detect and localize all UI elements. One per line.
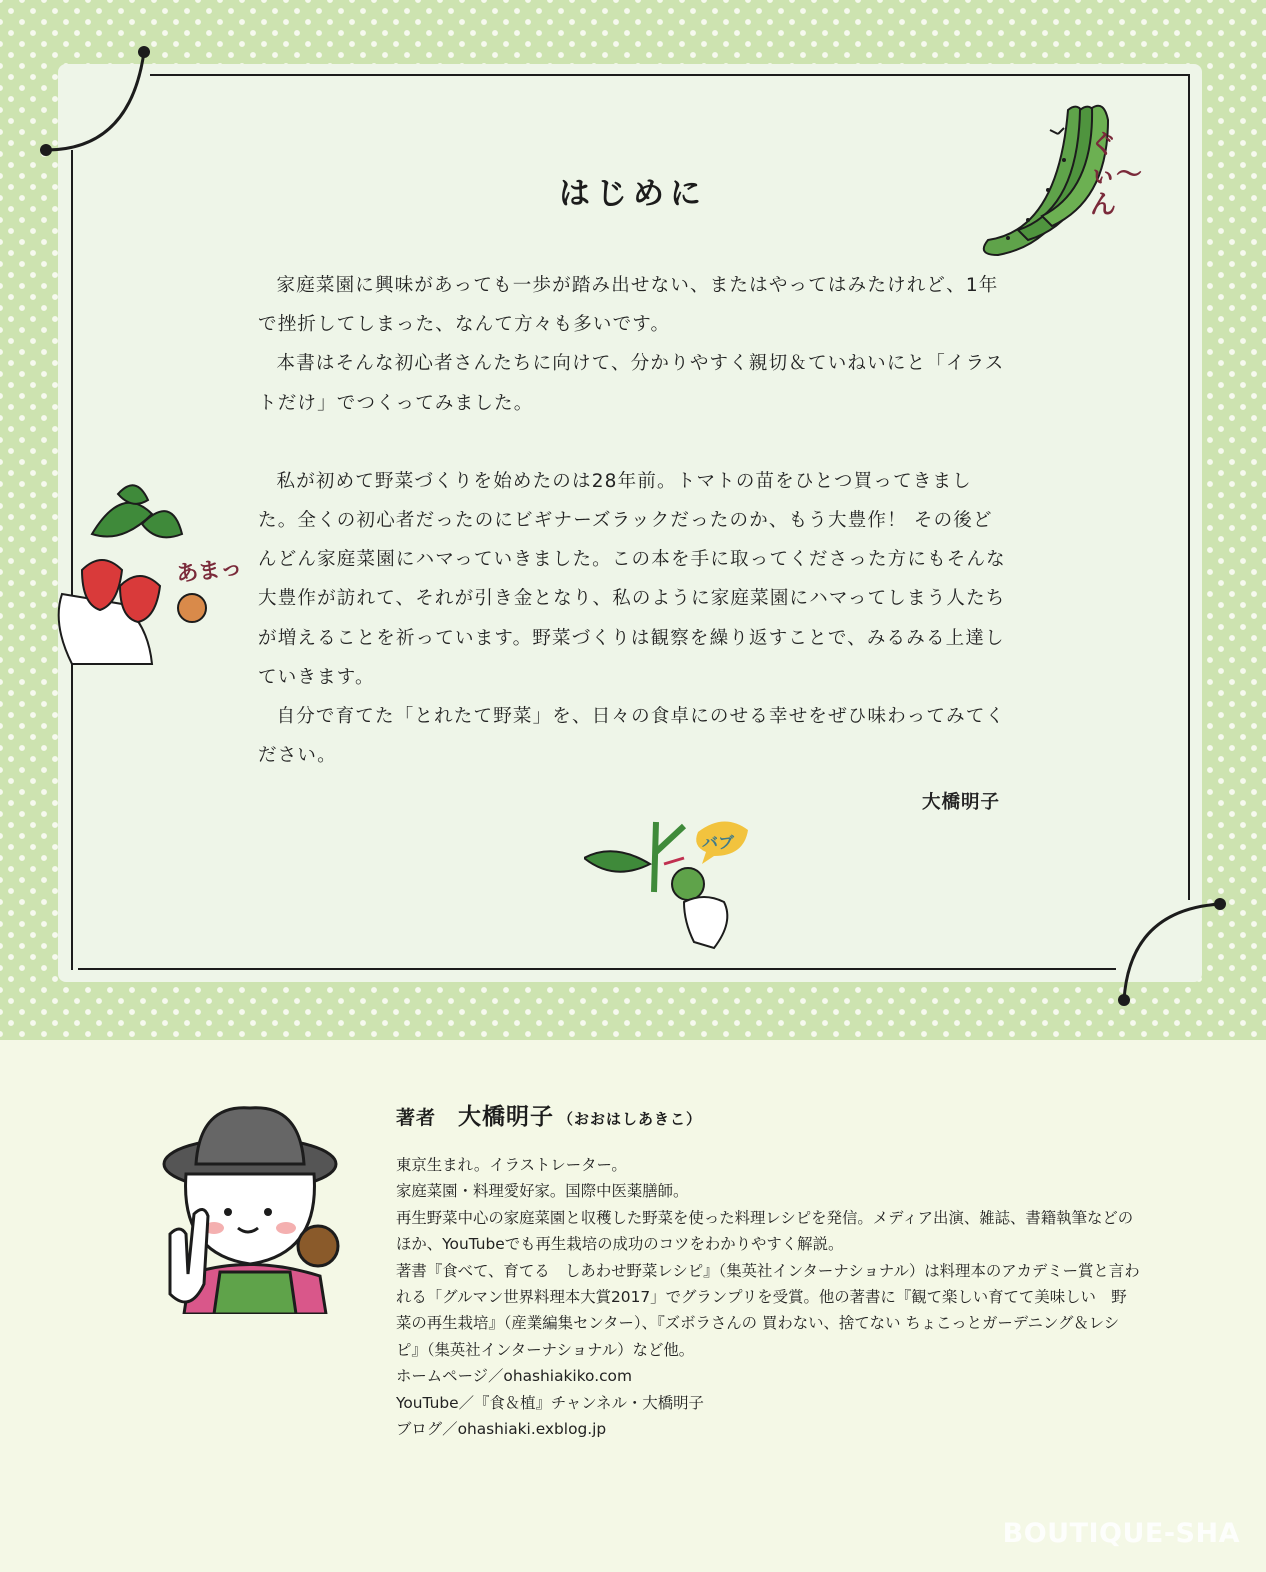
author-heading <box>396 1098 702 1131</box>
bio-line: 著書『食べて、育てる しあわせ野菜レシピ』（集英社インターナショナル）は料理本のアカデミー賞と言われる「グルマン世界料理本大賞2017」でグランプリを受賞。他の著書に『観て楽しい育てて美味しい 野菜の再生栽培』（産業編集センター）、『ズボラさんの 買わない、捨てない ちょこっとガーデニング＆レシピ』（集英社インターナショナル）など他。 <box>396 1261 1140 1359</box>
intro-signature: 大橋明子 <box>921 792 1000 813</box>
intro-paragraph: 私が初めて野菜づくりを始めたのは28年前。トマトの苗をひとつ買ってきました。全くの初心者だったのにビギナーズラックだったのか、もう大豊作！ その後どんどん家庭菜園にハマっていきました。この本を手に取ってくださった方にもそんな大豊作が訪れて、それが引き金となり、私のように家庭菜園にハマってしまう人たちが増えることを祈っています。野菜づくりは観察を繰り返すことで、みるみる上達していきます。 <box>258 470 1006 688</box>
frame-bottom-line <box>78 968 1116 970</box>
author-kana: （おおはしあきこ） <box>558 1110 703 1128</box>
bio-line: ホームページ／ohashiakiko.com <box>396 1367 632 1386</box>
bio-line: YouTube／『食＆植』チャンネル・大橋明子 <box>396 1393 704 1412</box>
author-name: 大橋明子 <box>458 1104 555 1130</box>
publisher-watermark: BOUTIQUE-SHA <box>1002 1518 1240 1549</box>
bio-line: 東京生まれ。イラストレーター。 <box>396 1156 627 1174</box>
bio-line: ブログ／ohashiaki.exblog.jp <box>396 1420 607 1439</box>
strawberry-speech-label: あまっ <box>175 555 244 588</box>
intro-paragraph: 本書はそんな初心者さんたちに向けて、分かりやすく親切＆ていねいにと「イラストだけ」でつくってみました。 <box>258 353 1005 414</box>
author-bio <box>396 1152 1142 1442</box>
author-role: 著者 <box>396 1107 437 1129</box>
intro-paragraph: 家庭菜園に興味があっても一歩が踏み出せない、またはやってはみたけれど、1年で挫折してしまった、なんて方々も多いです。 <box>258 275 999 336</box>
bio-line: 再生野菜中心の家庭菜園と収穫した野菜を使った料理レシピを発信。メディア出演、雑誌、書籍執筆などのほか、YouTubeでも再生栽培の成功のコツをわかりやすく解説。 <box>396 1208 1134 1254</box>
corner-arc-bottom-right <box>1100 880 1240 1020</box>
intro-paragraph: 自分で育てた「とれたて野菜」を、日々の食卓にのせる幸せをぜひ味わってみてください。 <box>258 706 1006 767</box>
page-title: はじめに <box>559 176 707 212</box>
author-portrait <box>150 1104 360 1314</box>
cucumber-speech-label: ぐぃ〜ん <box>1090 130 1143 220</box>
bio-line: 家庭菜園・料理愛好家。国際中医薬膳師。 <box>396 1182 689 1201</box>
corner-arc-top-left <box>30 30 170 170</box>
frame-top-line <box>150 74 1190 76</box>
sprout-speech-label: バブ <box>702 833 735 852</box>
intro-body <box>258 266 1008 775</box>
